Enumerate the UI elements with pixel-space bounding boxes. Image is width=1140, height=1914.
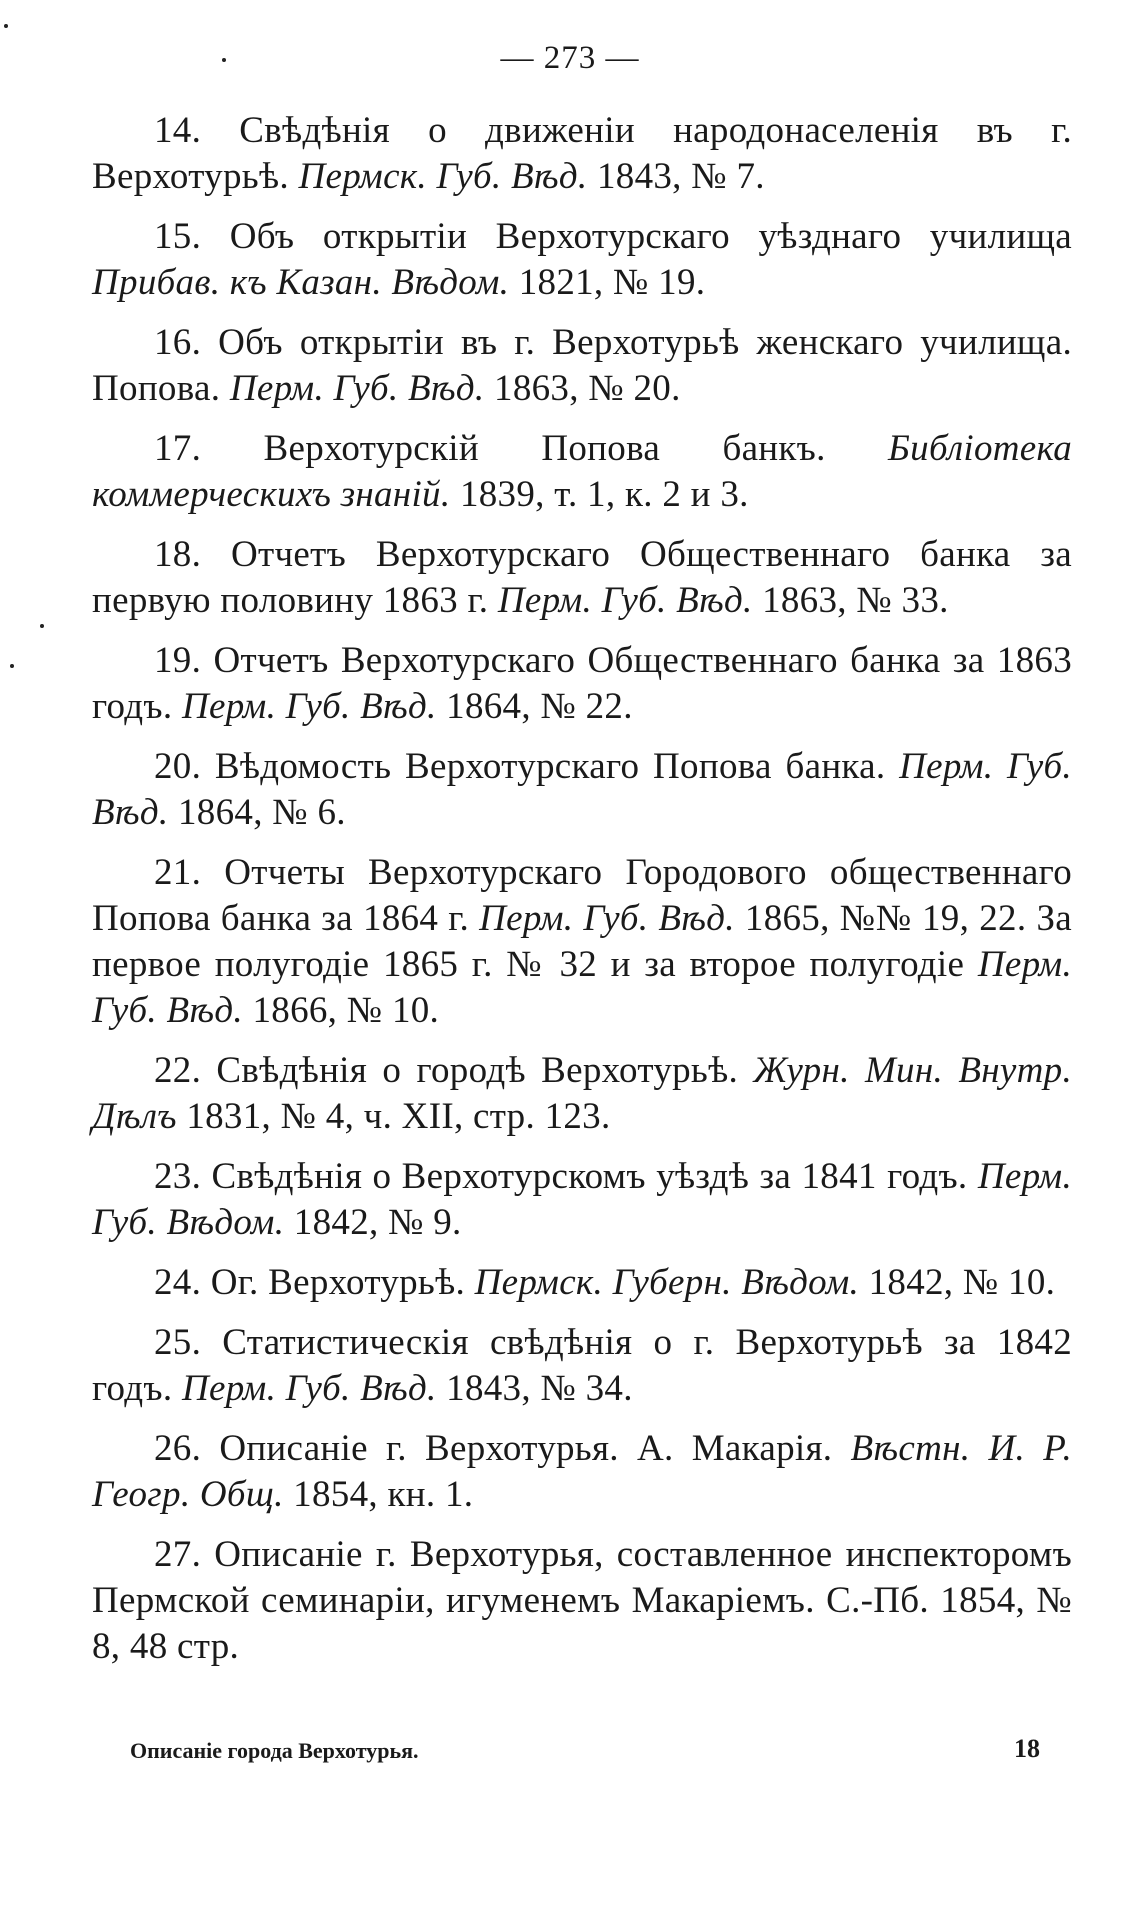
bibliography-entry: 25. Статистическія свѣдѣнія о г. Верхотурьѣ за 1842 годъ. Перм. Губ. Вѣд. 1843, № 34. [92,1322,1072,1409]
bibliography-entry: 16. Объ открытіи въ г. Верхотурьѣ женскаго училища. Попова. Перм. Губ. Вѣд. 1863, № 20. [92,322,1072,409]
signature-mark: 18 [1014,1734,1040,1763]
bibliography-entry: 26. Описаніе г. Верхотурья. А. Макарія. Вѣстн. И. Р. Геогр. Общ. 1854, кн. 1. [92,1428,1072,1515]
bibliography-list [92,108,1072,1684]
bibliography-entry: 22. Свѣдѣнія о городѣ Верхотурьѣ. Журн. Мин. Внутр. Дѣлъ 1831, № 4, ч. XII, стр. 123. [92,1050,1072,1137]
bibliography-entry: 27. Описаніе г. Верхотурья, составленное инспекторомъ Пермской семинаріи, игуменемъ Макаріемъ. С.-Пб. 1854, № 8, 48 стр. [92,1534,1072,1667]
print-speck [40,624,44,628]
print-speck [4,24,8,28]
bibliography-entry: 23. Свѣдѣнія о Верхотурскомъ уѣздѣ за 1841 годъ. Перм. Губ. Вѣдом. 1842, № 9. [92,1156,1072,1243]
print-speck [222,58,226,62]
bibliography-entry: 21. Отчеты Верхотурскаго Городового общественнаго Попова банка за 1864 г. Перм. Губ. Вѣд. 1865, №№ 19, 22. За первое полугодіе 1865 г. № 32 и за второе полугодіе Перм. Губ. Вѣд. 1866, № 10. [92,852,1072,1031]
bibliography-entry: 20. Вѣдомость Верхотурскаго Попова банка. Перм. Губ. Вѣд. 1864, № 6. [92,746,1072,833]
page-number: — 273 — [500,40,640,76]
bibliography-entry: 24. Ог. Верхотурьѣ. Пермск. Губерн. Вѣдом. 1842, № 10. [154,1262,1056,1303]
bibliography-entry: 18. Отчетъ Верхотурскаго Общественнаго банка за первую половину 1863 г. Перм. Губ. Вѣд. 1863, № 33. [92,534,1072,621]
print-speck [10,664,14,668]
bibliography-entry: 19. Отчетъ Верхотурскаго Общественнаго банка за 1863 годъ. Перм. Губ. Вѣд. 1864, № 22. [92,640,1072,727]
bibliography-entry: 17. Верхотурскій Попова банкъ. Библіотека коммерческихъ знаній. 1839, т. 1, к. 2 и 3. [92,428,1072,515]
footer-title: Описаніе города Верхотурья. [130,1738,419,1763]
bibliography-entry: 15. Объ открытіи Верхотурскаго уѣзднаго училища Прибав. къ Казан. Вѣдом. 1821, № 19. [92,216,1072,303]
bibliography-entry: 14. Свѣдѣнія о движеніи народонаселенія въ г. Верхотурьѣ. Пермск. Губ. Вѣд. 1843, № 7. [92,110,1072,197]
